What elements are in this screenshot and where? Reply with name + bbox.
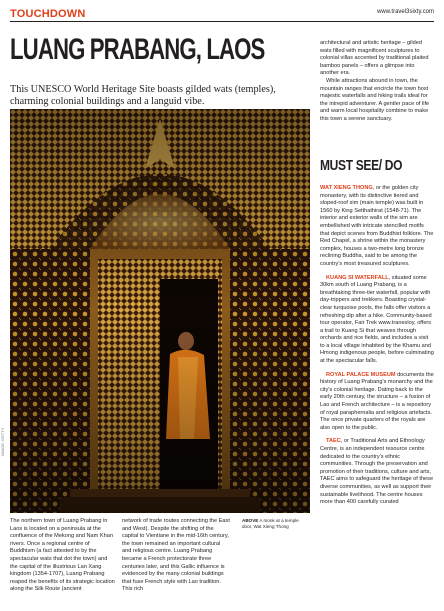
sight-entry	[320, 275, 434, 366]
body-column-3	[320, 40, 434, 124]
caption-label: ABOVE	[242, 518, 259, 523]
body-paragraph: While attractions abound in town, the mountain ranges that encircle the town host majestic waterfalls and hiking trails ideal for the intrepid adventurer. A gentler pace of life and warm local hospitality combine to make this town a serene sanctuary.	[320, 77, 430, 122]
sight-name: WAT XIENG THONG	[320, 185, 373, 191]
sight-text: , or the golden city monastery, with its distinctive tiered and sloped-roof sim (main temple) was built in 1560 by King Setthathirat (1548-71). The interior and exterior walls of the sim are embellished with intricate stencilled motifs that depict scenes from Buddhist folklore. The Red Chapel, a shrine within the monastery complex, houses a two-metre long bronze reclining Buddha, said to be among the country's most treasured sculptures.	[320, 185, 434, 267]
temple-door-photo	[10, 109, 310, 513]
must-see-list	[320, 185, 434, 513]
standfirst: This UNESCO World Heritage Site boasts gilded wats (temples), charming colonial buildings and a languid vibe.	[10, 84, 276, 107]
body-paragraph: The northern town of Luang Prabang in Laos is located on a peninsula at the confluence of the Mekong and Nam Khan rivers. Once a regional centre of Buddhism (a fact attested to by the spectacular wats that dot the town) and the capital of the illustrious Lan Xang kingdom (1354-1707), Luang Prabang reaped the benefits of its strategic location along the Silk Route (ancient	[10, 518, 115, 593]
sight-name: TAEC	[326, 438, 341, 445]
sight-text: , situated some 30km south of Luang Prabang, is a breathtaking three-tier waterfall, popular with day-trippers and trekkers. Boasting crystal-clear turquoise pools, the falls offer visitors a refreshing dip after a hike. Community-based tour operator, Fair Trek www.tranesloy, offers a trail to Kuang Si that weaves through orchards and rice fields, and includes a visit to a local village inhabited by the Khamu and Hmong indigenous people, before culminating at the spectacular falls.	[320, 274, 434, 365]
page-title: LUANG PRABANG, LAOS	[10, 33, 265, 66]
sight-text: , or Traditional Arts and Ethnology Centre, is an independent resource centre dedicated to the country's ethnic communities. Through the preservation and promotion of their traditions, culture and arts, TAEC aims to safeguard the heritage of these diverse communities, as well as support their sustainable livelihood. The centre houses more than 400 carefully curated	[320, 438, 434, 506]
must-see-heading: MUST SEE/ DO	[320, 157, 403, 174]
sight-entry	[320, 438, 434, 506]
website-url: www.travel3sixty.com	[377, 9, 434, 15]
body-paragraph: architectural and artistic heritage – gilded wats filled with magnificent sculptures to colonial villas accented by traditional plaited bamboo panels – offers a glimpse into another era.	[320, 40, 429, 77]
body-column-2	[122, 518, 230, 594]
photo-credit: IMAGE: GETTY	[0, 427, 5, 456]
sight-entry	[320, 185, 434, 269]
body-column-1	[10, 518, 116, 594]
section-label: TOUCHDOWN	[10, 8, 86, 20]
sight-name: ROYAL PALACE MUSEUM	[326, 371, 396, 378]
photo-caption	[242, 518, 310, 530]
sight-entry	[320, 372, 434, 433]
sight-text: documents the history of Luang Prabang's monarchy and the city's colonial heritage. Dating back to the early 20th century, the structure – a fusion of Lao and French architecture – is a repository of royal paraphernalia and religious artefacts. The once private quarters of the royals are also open to the public.	[320, 371, 434, 431]
caption-text: A monk at a temple door, Wat Xieng Thong	[242, 518, 299, 529]
body-paragraph: network of trade routes connecting the East and West). Despite the shifting of the capital to Vientiane in the mid-16th century, the town remained an important cultural and religious centre. Luang Prabang became a French protectorate three centuries later, and this Gallic influence is evidenced by the many colonial buildings that fuse French style with Lao tradition. This rich	[122, 518, 230, 593]
header-rule	[10, 21, 434, 22]
sight-name: KUANG SI WATERFALL	[326, 274, 389, 281]
